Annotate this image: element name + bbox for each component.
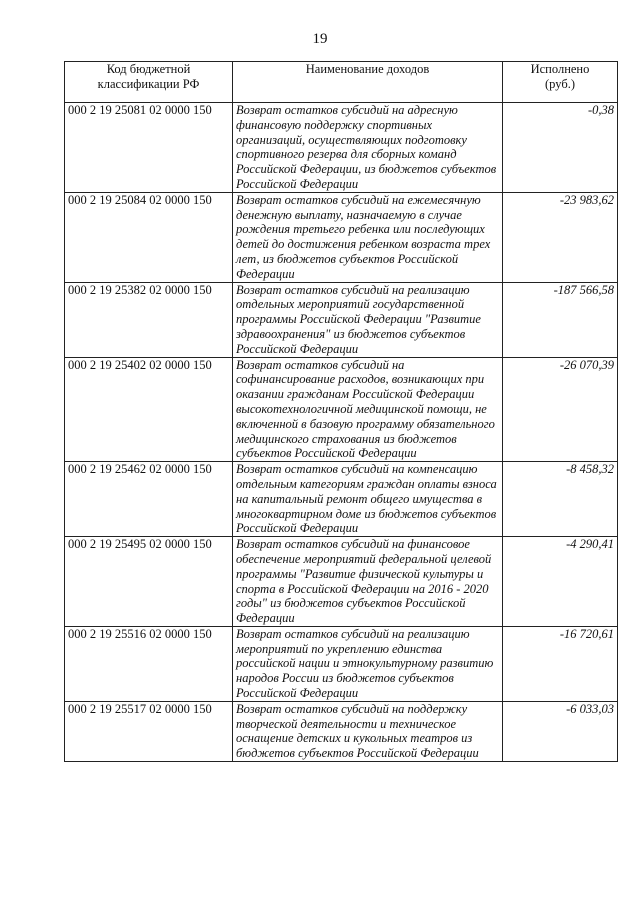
row-name: Возврат остатков субсидий на реализацию мероприятий по укреплению единства российской нации и этнокультурному развитию народов России из бюджетов субъектов Российской Федерации (233, 626, 503, 701)
header-code-line1: Код бюджетной (106, 62, 191, 76)
table-row (65, 103, 618, 193)
row-code: 000 2 19 25402 02 0000 150 (65, 357, 233, 462)
header-sum-line1: Исполнено (530, 62, 590, 76)
table-row (65, 282, 618, 357)
header-sum (503, 62, 618, 103)
row-amount: -4 290,41 (503, 537, 618, 627)
row-name: Возврат остатков субсидий на поддержку творческой деятельности и техническое оснащение детских и кукольных театров из бюджетов субъектов Российской Федерации (233, 701, 503, 761)
revenue-table (64, 61, 618, 762)
row-code: 000 2 19 25517 02 0000 150 (65, 701, 233, 761)
row-amount: -23 983,62 (503, 192, 618, 282)
row-amount: -16 720,61 (503, 626, 618, 701)
table-row (65, 701, 618, 761)
row-code: 000 2 19 25516 02 0000 150 (65, 626, 233, 701)
row-name: Возврат остатков субсидий на адресную финансовую поддержку спортивных организаций, осуществляющих подготовку спортивного резерва для сборных команд Российской Федерации, из бюджетов субъектов Российской Федерации (233, 103, 503, 193)
row-code: 000 2 19 25495 02 0000 150 (65, 537, 233, 627)
row-code: 000 2 19 25084 02 0000 150 (65, 192, 233, 282)
row-name: Возврат остатков субсидий на компенсацию отдельным категориям граждан оплаты взноса на капитальный ремонт общего имущества в многоквартирном доме из бюджетов субъектов Российской Федерации (233, 462, 503, 537)
header-sum-line2: (руб.) (545, 77, 575, 91)
row-name: Возврат остатков субсидий на софинансирование расходов, возникающих при оказании гражданам Российской Федерации высокотехнологичной медицинской помощи, не включенной в базовую программу обязательного медицинского страхования из бюджетов субъектов Российской Федерации (233, 357, 503, 462)
row-name: Возврат остатков субсидий на ежемесячную денежную выплату, назначаемую в случае рождения третьего ребенка или последующих детей до достижения ребенком возраста трех лет, из бюджетов субъектов Российской Федерации (233, 192, 503, 282)
table-row (65, 626, 618, 701)
table-row (65, 192, 618, 282)
row-code: 000 2 19 25382 02 0000 150 (65, 282, 233, 357)
table-row (65, 537, 618, 627)
header-code (65, 62, 233, 103)
page-number: 19 (312, 31, 328, 47)
table-row (65, 357, 618, 462)
header-name: Наименование доходов (233, 62, 503, 103)
table-header-row (65, 62, 618, 103)
row-amount: -187 566,58 (503, 282, 618, 357)
row-name: Возврат остатков субсидий на финансовое обеспечение мероприятий федеральной целевой программы "Развитие физической культуры и спорта в Российской Федерации на 2016 - 2020 годы" из бюджетов субъектов Российской Федерации (233, 537, 503, 627)
row-amount: -8 458,32 (503, 462, 618, 537)
row-amount: -0,38 (503, 103, 618, 193)
table-row (65, 462, 618, 537)
row-code: 000 2 19 25081 02 0000 150 (65, 103, 233, 193)
row-amount: -6 033,03 (503, 701, 618, 761)
row-amount: -26 070,39 (503, 357, 618, 462)
row-code: 000 2 19 25462 02 0000 150 (65, 462, 233, 537)
row-name: Возврат остатков субсидий на реализацию отдельных мероприятий государственной программы Российской Федерации "Развитие здравоохранения" из бюджетов субъектов Российской Федерации (233, 282, 503, 357)
header-code-line2: классификации РФ (97, 77, 200, 91)
